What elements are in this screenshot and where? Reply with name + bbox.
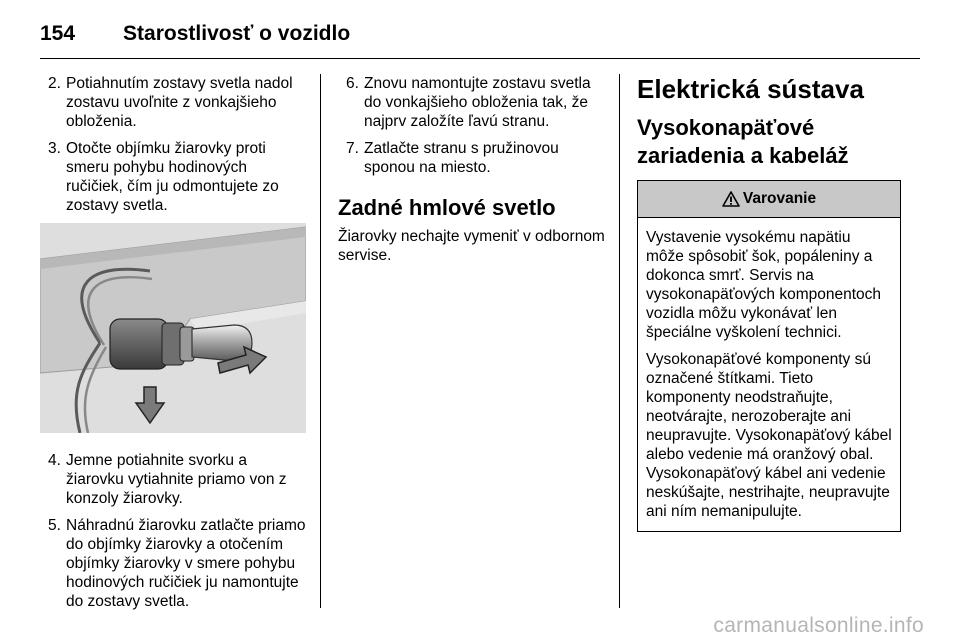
column-3 xyxy=(637,74,901,532)
warning-title: Varovanie xyxy=(742,190,817,207)
list-item: 3. Otočte objímku žiarovky proti smeru pohybu hodinových ručičiek, čím ju odmontujete zo zostavy svetla. xyxy=(48,140,279,214)
list-item: 2. Potiahnutím zostavy svetla nadol zostavu uvoľnite z vonkajšieho obloženia. xyxy=(48,75,293,130)
warning-box xyxy=(637,180,901,532)
subheading-high-voltage: Vysokonapäťové zariadenia a kabeláž xyxy=(637,115,849,168)
section-heading-rear-fog-light: Zadné hmlové svetlo xyxy=(338,195,556,220)
list-item: 6. Znovu namontujte zostavu svetla do vonkajšieho obloženia tak, že najprv založíte ľavú stranu. xyxy=(346,75,591,130)
page-title: Starostlivosť o vozidlo xyxy=(123,22,351,45)
warning-triangle-icon xyxy=(722,191,740,207)
header-divider xyxy=(40,58,920,59)
warning-paragraph: Vysokonapäťové komponenty sú označené štítkami. Tieto komponenty neodstraňujte, neotvárajte, nerozoberajte ani neupravujte. Vysokonapäťový kábel alebo vedenie má oranžový obal. Vysokonapäťový kábel ani vedenie neskúšajte, nestrihajte, neupravujte ani ním nemanipulujte. xyxy=(646,351,892,520)
steps-list-c xyxy=(338,74,606,177)
list-item: 5. Náhradnú žiarovku zatlačte priamo do objímky žiarovky a otočením objímky žiarovky v smere pohybu hodinových ručičiek ju namontujte do zostavy svetla. xyxy=(48,517,306,610)
warning-paragraph: Vystavenie vysokému napätiu môže spôsobiť šok, popáleniny a dokonca smrť. Servis na vysokonapäťových komponentoch vozidla môžu vykonávať len špeciálne vyškolení technici. xyxy=(646,229,882,341)
steps-list-b xyxy=(40,451,306,611)
page-header xyxy=(40,14,350,54)
warning-header xyxy=(638,181,900,218)
bulb-socket-drawing xyxy=(40,223,306,433)
warning-body xyxy=(638,218,900,531)
column-divider-2 xyxy=(619,74,620,608)
column-1 xyxy=(40,74,306,619)
column-divider-1 xyxy=(320,74,321,608)
list-item: 7. Zatlačte stranu s pružinovou sponou na miesto. xyxy=(346,140,559,176)
list-item: 4. Jemne potiahnite svorku a žiarovku vytiahnite priamo von z konzoly žiarovky. xyxy=(48,452,287,507)
page-number: 154 xyxy=(40,22,76,45)
column-2 xyxy=(338,74,606,265)
bulb-removal-illustration xyxy=(40,223,306,433)
paragraph: Žiarovky nechajte vymeniť v odbornom servise. xyxy=(338,228,605,264)
section-heading-electrical-system: Elektrická sústava xyxy=(637,74,864,104)
steps-list-a xyxy=(40,74,306,215)
watermark: carmanualsonline.info xyxy=(713,614,924,637)
